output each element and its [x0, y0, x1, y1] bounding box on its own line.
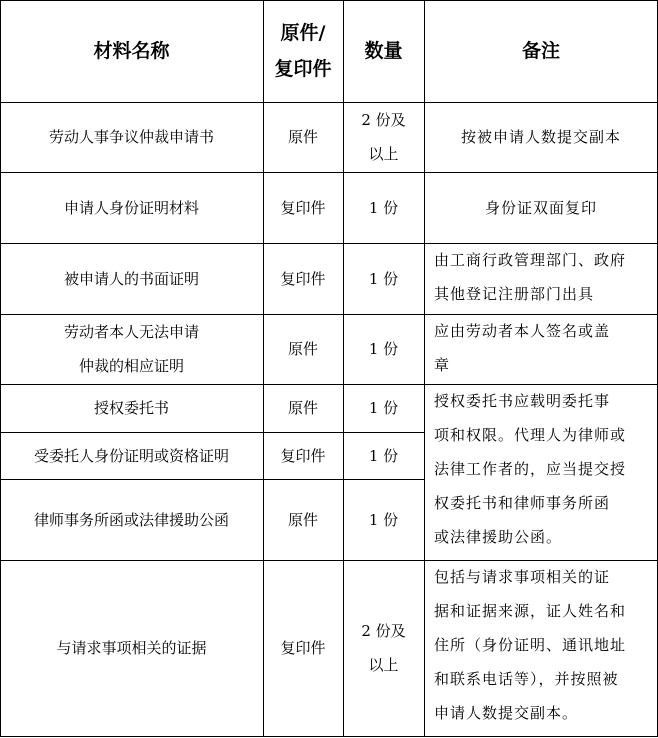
header-name — [0, 0, 263, 102]
row7-qty-text: 1 份 — [368, 510, 399, 529]
row6-type-text: 复印件 — [280, 446, 326, 465]
merged-note-2-line3: 住所（身份证明、通讯地址 — [434, 636, 627, 654]
row4-type-text: 原件 — [287, 340, 318, 358]
row1-qty-line1: 2 份及 — [361, 111, 406, 129]
merged-note-2-line2: 据和证据来源，证人姓名和 — [434, 602, 627, 620]
merged-note-evidence — [424, 560, 658, 736]
row2-name — [0, 172, 263, 243]
row4-type — [263, 314, 343, 384]
row8-name-text: 与请求事项相关的证据 — [56, 639, 207, 657]
row4-note-line2: 章 — [434, 356, 451, 374]
row6-type — [263, 432, 343, 479]
row5-name-text: 授权委托书 — [93, 399, 169, 417]
row8-qty — [343, 560, 424, 736]
row3-name-text: 被申请人的书面证明 — [63, 269, 199, 288]
merged-note-2-line5: 申请人数提交副本。 — [434, 704, 579, 722]
table-border-bottom — [0, 736, 658, 737]
row1-type-text: 原件 — [287, 128, 318, 146]
row8-qty-line1: 2 份及 — [361, 622, 406, 640]
row1-type — [263, 102, 343, 172]
header-note-text: 备注 — [521, 40, 560, 62]
row7-name-text: 律师事务所函或法律援助公函 — [33, 510, 229, 529]
merged-note-1-line1: 授权委托书应载明委托事 — [434, 392, 611, 410]
row4-name-line1: 劳动者本人无法申请 — [63, 323, 199, 341]
row2-name-text: 申请人身份证明材料 — [63, 198, 199, 217]
merged-note-1-line5: 或法律援助公函。 — [434, 528, 563, 546]
row3-type-text: 复印件 — [280, 269, 326, 288]
row7-qty — [343, 479, 424, 560]
row4-note-line1: 应由劳动者本人签名或盖 — [434, 322, 611, 340]
row7-type-text: 原件 — [287, 510, 318, 529]
row8-type-text: 复印件 — [280, 639, 326, 657]
row2-note-text: 身份证双面复印 — [484, 198, 597, 217]
row6-qty-text: 1 份 — [368, 446, 399, 465]
merged-note-1-line3: 法律工作者的，应当提交授 — [434, 460, 627, 478]
row5-qty-text: 1 份 — [368, 399, 399, 417]
row7-name — [0, 479, 263, 560]
row8-name — [0, 560, 263, 736]
row3-note-line1: 由工商行政管理部门、政府 — [434, 251, 627, 269]
row2-note — [424, 172, 658, 243]
row2-type — [263, 172, 343, 243]
header-type — [263, 0, 343, 102]
row2-qty-text: 1 份 — [368, 198, 399, 217]
header-qty-text: 数量 — [364, 40, 403, 62]
row5-name — [0, 384, 263, 432]
row5-type — [263, 384, 343, 432]
row6-qty — [343, 432, 424, 479]
row1-qty — [343, 102, 424, 172]
row3-note — [424, 243, 658, 314]
header-name-text: 材料名称 — [93, 40, 170, 62]
row4-note — [424, 314, 658, 384]
merged-note-authorization — [424, 384, 658, 560]
row6-name-text: 受委托人身份证明或资格证明 — [33, 446, 229, 465]
merged-note-1-line4: 权委托书和律师事务所函 — [434, 494, 611, 512]
row5-qty — [343, 384, 424, 432]
header-qty — [343, 0, 424, 102]
row7-type — [263, 479, 343, 560]
row1-note — [424, 102, 658, 172]
row8-qty-line2: 以上 — [368, 656, 399, 674]
row4-name — [0, 314, 263, 384]
row1-note-text: 按被申请人数提交副本 — [460, 128, 621, 146]
row3-name — [0, 243, 263, 314]
row3-note-line2: 其他登记注册部门出具 — [434, 285, 595, 303]
row4-qty — [343, 314, 424, 384]
row3-qty-text: 1 份 — [368, 269, 399, 288]
header-note — [424, 0, 658, 102]
row2-qty — [343, 172, 424, 243]
row1-name — [0, 102, 263, 172]
row1-qty-line2: 以上 — [368, 145, 399, 163]
merged-note-2-line4: 和联系电话等），并按照被 — [434, 670, 619, 688]
row3-type — [263, 243, 343, 314]
row4-name-line2: 仲裁的相应证明 — [78, 357, 184, 375]
merged-note-2-line1: 包括与请求事项相关的证 — [434, 568, 611, 586]
row5-type-text: 原件 — [287, 399, 318, 417]
row6-name — [0, 432, 263, 479]
header-type-line1: 原件/ — [280, 22, 326, 44]
row3-qty — [343, 243, 424, 314]
row1-name-text: 劳动人事争议仲裁申请书 — [48, 128, 214, 146]
row2-type-text: 复印件 — [280, 198, 326, 217]
row8-type — [263, 560, 343, 736]
header-type-line2: 复印件 — [274, 58, 332, 80]
row4-qty-text: 1 份 — [368, 340, 399, 358]
merged-note-1-line2: 项和权限。代理人为律师或 — [434, 426, 627, 444]
